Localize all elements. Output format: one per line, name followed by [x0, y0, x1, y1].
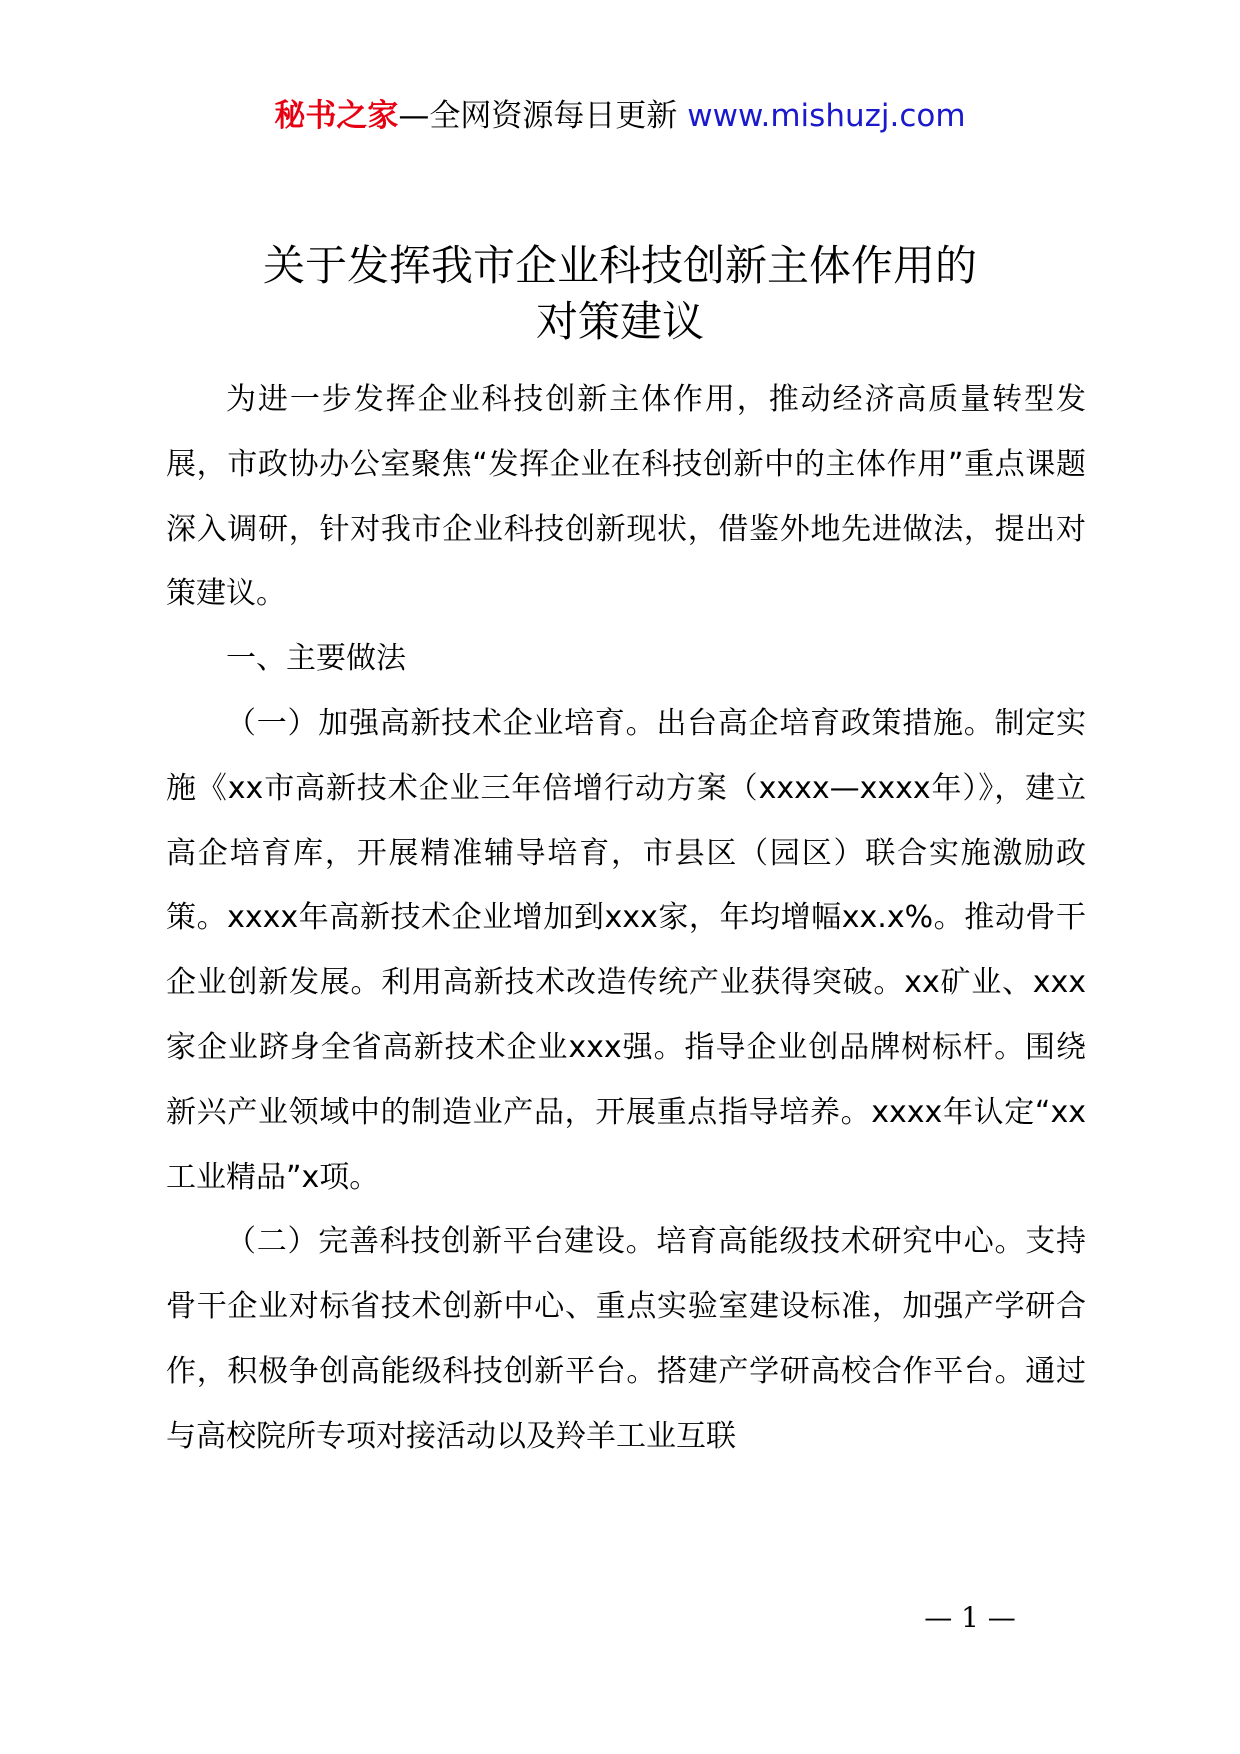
- section-heading: 一、主要做法: [226, 641, 406, 677]
- paragraph-section-2: （二）完善科技创新平台建设。培育高能级技术研究中心。支持骨干企业对标省技术创新中心、重点实验室建设标准，加强产学研合作，积极争创高能级科技创新平台。搭建产学研高校合作平台。通过与高校院所专项对接活动以及羚羊工业互联: [166, 1224, 1086, 1454]
- document-title: [0, 238, 1240, 350]
- page-number: — 1 —: [924, 1601, 1016, 1634]
- site-tagline: —全网资源每日更新: [398, 98, 688, 134]
- title-line-2: 对策建议: [535, 297, 704, 346]
- site-url-link[interactable]: www.mishuzj.com: [687, 98, 966, 134]
- site-brand: 秘书之家: [274, 98, 399, 134]
- site-header: [0, 96, 1240, 136]
- document-body: [166, 368, 1086, 1470]
- paragraph-intro: 为进一步发挥企业科技创新主体作用，推动经济高质量转型发展，市政协办公室聚焦“发挥企业在科技创新中的主体作用”重点课题深入调研，针对我市企业科技创新现状，借鉴外地先进做法，提出对策建议。: [166, 382, 1086, 612]
- paragraph-section-1: （一）加强高新技术企业培育。出台高企培育政策措施。制定实施《xx市高新技术企业三年倍增行动方案（xxxx—xxxx年）》，建立高企培育库，开展精准辅导培育，市县区（园区）联合实施激励政策。xxxx年高新技术企业增加到xxx家，年均增幅xx.x%。推动骨干企业创新发展。利用高新技术改造传统产业获得突破。xx矿业、xxx家企业跻身全省高新技术企业xxx强。指导企业创品牌树标杆。围绕新兴产业领域中的制造业产品，开展重点指导培养。xxxx年认定“xx工业精品”x项。: [166, 705, 1086, 1195]
- title-line-1: 关于发挥我市企业科技创新主体作用的: [262, 241, 977, 290]
